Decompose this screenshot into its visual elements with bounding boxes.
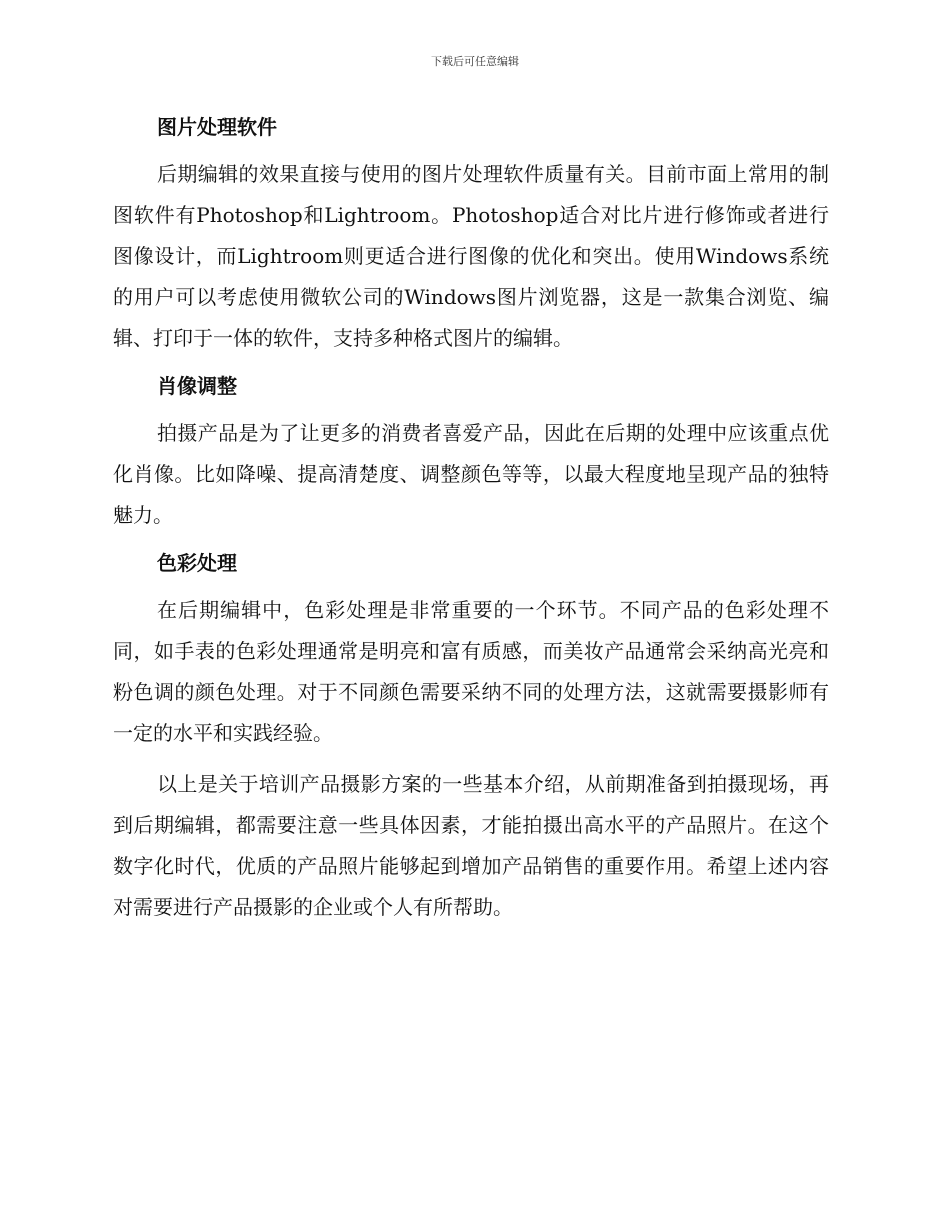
section-heading-color: 色彩处理 <box>157 551 237 575</box>
paragraph-color: 在后期编辑中，色彩处理是非常重要的一个环节。不同产品的色彩处理不同，如手表的色彩处理通常是明亮和富有质感，而美妆产品通常会采纳高光亮和粉色调的颜色处理。对于不同颜色需要采纳不同的处理方法，这就需要摄影师有一定的水平和实践经验。 <box>113 598 829 745</box>
paragraph-conclusion: 以上是关于培训产品摄影方案的一些基本介绍，从前期准备到拍摄现场，再到后期编辑，都需要注意一些具体因素，才能拍摄出高水平的产品照片。在这个数字化时代，优质的产品照片能够起到增加产品销售的重要作用。希望上述内容对需要进行产品摄影的企业或个人有所帮助。 <box>113 772 829 919</box>
page-header: 下载后可任意编辑 <box>431 55 519 68</box>
section-heading-software: 图片处理软件 <box>157 115 277 139</box>
section-heading-portrait: 肖像调整 <box>157 374 237 398</box>
paragraph-portrait: 拍摄产品是为了让更多的消费者喜爱产品，因此在后期的处理中应该重点优化肖像。比如降噪、提高清楚度、调整颜色等等，以最大程度地呈现产品的独特魅力。 <box>113 421 829 527</box>
paragraph-software: 后期编辑的效果直接与使用的图片处理软件质量有关。目前市面上常用的制图软件有Photoshop和Lightroom。Photoshop适合对比片进行修饰或者进行图像设计，而Lightroom则更适合进行图像的优化和突出。使用Windows系统的用户可以考虑使用微软公司的Windows图片浏览器，这是一款集合浏览、编辑、打印于一体的软件，支持多种格式图片的编辑。 <box>113 162 829 350</box>
document-body <box>113 110 829 938</box>
